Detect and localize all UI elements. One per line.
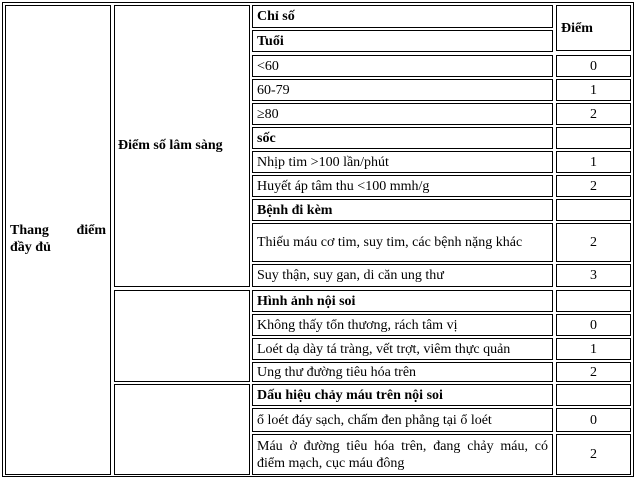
row-label: ≥80 (252, 103, 553, 125)
row-label: 60-79 (252, 79, 553, 101)
header-score: Điểm (556, 5, 631, 51)
group-endoscopy: Hình ảnh nội soi (252, 290, 553, 312)
endoscopy-empty-cell (114, 290, 250, 382)
clinical-score-label: Điểm số lâm sàng (118, 138, 223, 153)
left-label-cell (5, 5, 111, 475)
score-empty (556, 290, 631, 312)
row-score: 2 (556, 434, 631, 475)
score-empty (556, 127, 631, 149)
row-score: 0 (556, 408, 631, 432)
row-score: 2 (556, 103, 631, 125)
row-score: 1 (556, 338, 631, 360)
row-label: Huyết áp tâm thu <100 mmh/g (252, 175, 553, 197)
row-label: Ung thư đường tiêu hóa trên (252, 362, 553, 382)
row-score: 2 (556, 175, 631, 197)
bleeding-empty-cell (114, 384, 250, 475)
row-score: 1 (556, 79, 631, 101)
row-label: Loét dạ dày tá tràng, vết trợt, viêm thực quản (252, 338, 553, 360)
score-empty (556, 199, 631, 221)
group-shock: sốc (252, 127, 553, 149)
row-label: Máu ở đường tiêu hóa trên, đang chảy máu, có điểm mạch, cục máu đông (252, 434, 553, 475)
row-label: Nhịp tim >100 lần/phút (252, 151, 553, 173)
row-score: 0 (556, 314, 631, 336)
row-label: Thiếu máu cơ tim, suy tim, các bệnh nặng khác (252, 223, 553, 262)
row-score: 3 (556, 264, 631, 287)
row-label: Suy thận, suy gan, di căn ung thư (252, 264, 553, 287)
score-empty (556, 384, 631, 406)
row-label: ổ loét đáy sạch, chấm đen phẳng tại ổ loét (252, 408, 553, 432)
left-label: Thang điểm đầy đủ (10, 223, 106, 255)
row-label: Không thấy tổn thương, rách tâm vị (252, 314, 553, 336)
clinical-score-cell (114, 5, 250, 287)
row-score: 0 (556, 55, 631, 77)
row-score: 2 (556, 223, 631, 262)
group-age: Tuổi (252, 30, 553, 52)
group-bleeding: Dấu hiệu chảy máu trên nội soi (252, 384, 553, 406)
row-label: <60 (252, 55, 553, 77)
row-score: 2 (556, 362, 631, 382)
header-criterion: Chỉ số (252, 5, 553, 28)
group-comorbidity: Bệnh đi kèm (252, 199, 553, 221)
row-score: 1 (556, 151, 631, 173)
